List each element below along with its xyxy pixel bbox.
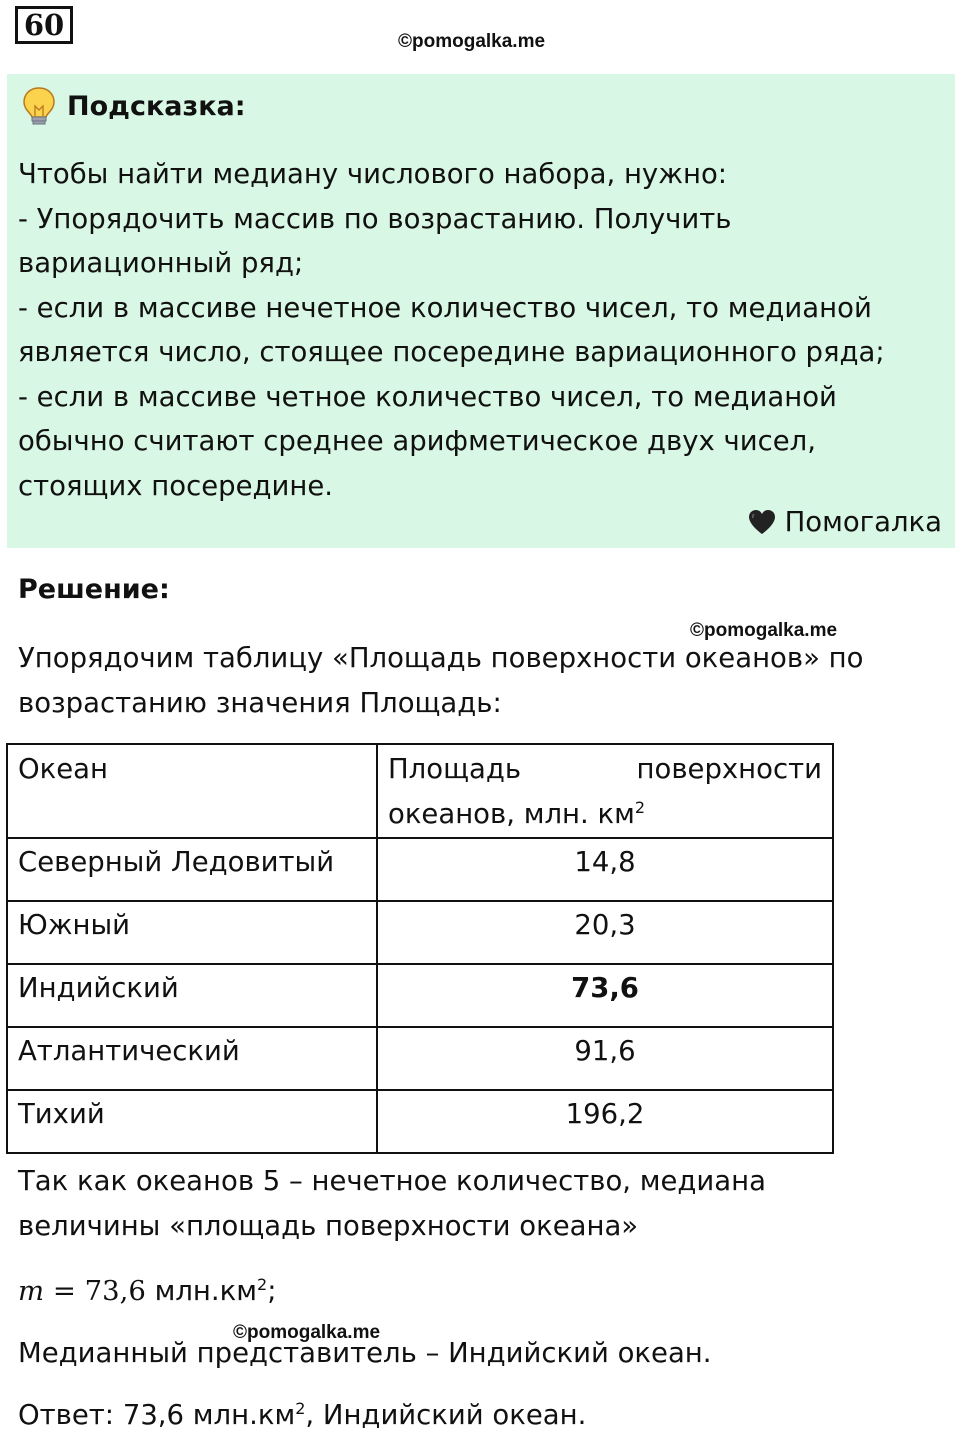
formula-sup: 2 xyxy=(257,1274,268,1294)
hint-signature xyxy=(747,506,942,538)
hint-title: Подсказка: xyxy=(67,90,246,122)
header-area-word2: поверхности xyxy=(636,753,822,785)
answer-suffix: , Индийский океан. xyxy=(305,1399,587,1431)
table-row xyxy=(7,1027,833,1090)
header-area-unit: океанов, млн. км xyxy=(388,798,635,830)
table-header-row xyxy=(7,744,833,838)
ocean-area: 14,8 xyxy=(377,838,833,901)
table-row xyxy=(7,901,833,964)
hint-header xyxy=(21,86,246,126)
hint-line: вариационный ряд; xyxy=(18,247,304,279)
solution-title: Решение: xyxy=(18,574,170,605)
ocean-name: Северный Ледовитый xyxy=(7,838,377,901)
header-ocean: Океан xyxy=(7,744,377,838)
watermark-middle: ©pomogalka.me xyxy=(690,620,838,641)
header-area-sup: 2 xyxy=(634,797,646,817)
hint-line: обычно считают среднее арифметическое двух чисел, xyxy=(18,425,816,457)
intro-line: Упорядочим таблицу «Площадь поверхности океанов» по xyxy=(18,642,864,674)
hint-box xyxy=(7,74,955,548)
header-area-word1: Площадь xyxy=(388,753,522,785)
intro-paragraph xyxy=(18,636,863,726)
hint-line: стоящих посередине. xyxy=(18,469,334,502)
hint-line: является число, стоящее посередине вариационного ряда; xyxy=(18,336,885,368)
answer-prefix: Ответ: 73,6 млн.км xyxy=(18,1399,296,1431)
conclusion-line: величины «площадь поверхности океана» xyxy=(18,1210,639,1242)
watermark-bottom: ©pomogalka.me xyxy=(233,1322,381,1343)
header-area-line2 xyxy=(388,792,822,837)
table-row-median xyxy=(7,964,833,1027)
hint-line: - если в массиве четное количество чисел, то медианой xyxy=(18,380,837,413)
ocean-name: Атлантический xyxy=(7,1027,377,1090)
formula-tail: ; xyxy=(267,1275,277,1307)
hint-line: - Упорядочить массив по возрастанию. Получить xyxy=(18,202,732,235)
watermark-top: ©pomogalka.me xyxy=(398,31,546,52)
intro-line: возрастанию значения Площадь: xyxy=(18,687,502,719)
table-row xyxy=(7,1090,833,1153)
answer-sup: 2 xyxy=(295,1398,306,1418)
ocean-area-median: 73,6 xyxy=(377,964,833,1027)
lightbulb-icon xyxy=(21,86,57,126)
ocean-area: 91,6 xyxy=(377,1027,833,1090)
conclusion-paragraph xyxy=(18,1159,766,1249)
oceans-table xyxy=(6,743,834,1154)
hint-text xyxy=(18,152,948,508)
header-area xyxy=(377,744,833,838)
conclusion-line: Так как океанов 5 – нечетное количество, медиана xyxy=(18,1165,766,1197)
median-formula xyxy=(18,1269,276,1314)
table-row xyxy=(7,838,833,901)
signature-text: Помогалка xyxy=(784,506,942,538)
formula-equals: = xyxy=(52,1275,76,1307)
formula-variable: m xyxy=(18,1275,45,1307)
hint-line: - если в массиве нечетное количество чисел, то медианой xyxy=(18,291,872,324)
formula-unit: млн.км xyxy=(154,1275,258,1307)
median-representative: Медианный представитель – Индийский океан. xyxy=(18,1337,712,1369)
task-number: 60 xyxy=(15,6,73,44)
ocean-area: 196,2 xyxy=(377,1090,833,1153)
heart-icon xyxy=(747,508,777,536)
ocean-area: 20,3 xyxy=(377,901,833,964)
hint-line: Чтобы найти медиану числового набора, нужно: xyxy=(18,158,728,190)
answer xyxy=(18,1393,586,1438)
header-area-line1 xyxy=(388,747,822,792)
formula-value: 73,6 xyxy=(84,1275,146,1307)
ocean-name: Индийский xyxy=(7,964,377,1027)
ocean-name: Южный xyxy=(7,901,377,964)
ocean-name: Тихий xyxy=(7,1090,377,1153)
